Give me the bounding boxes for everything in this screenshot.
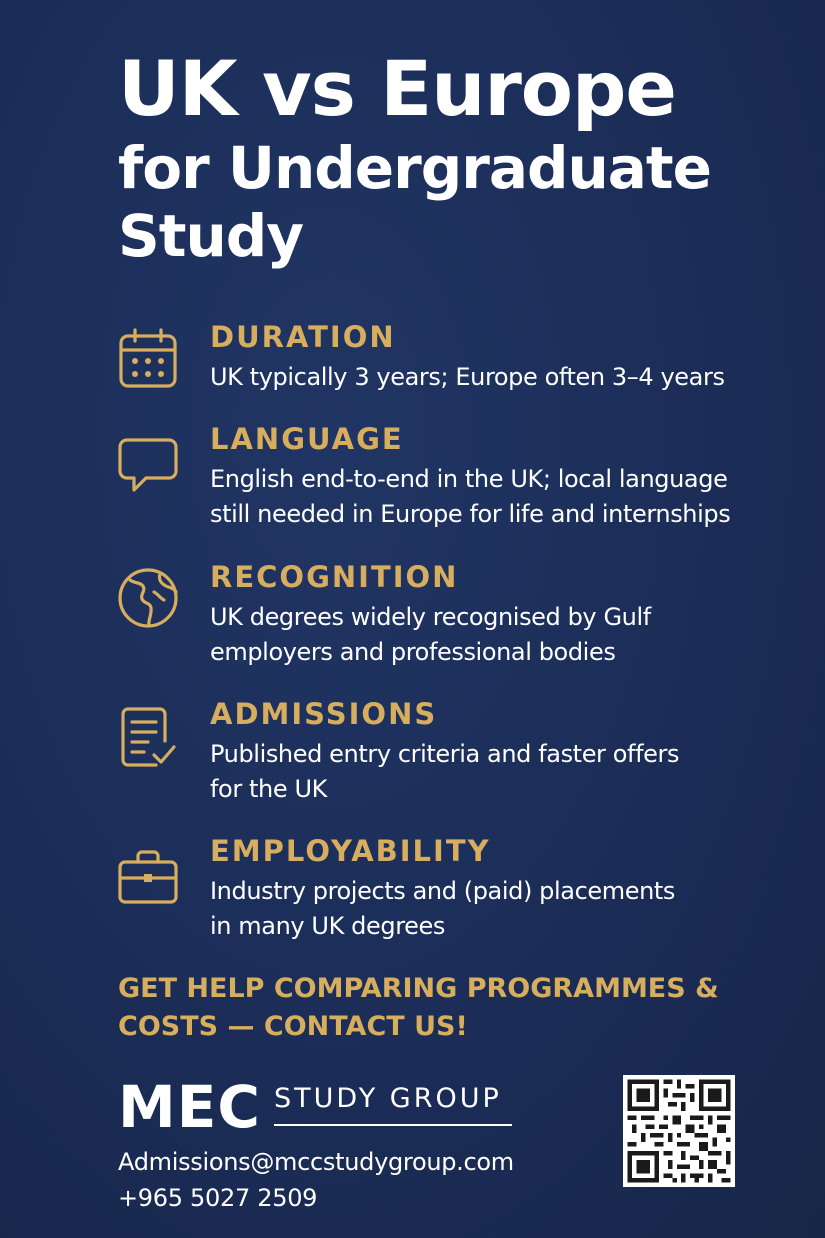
feature-description: UK typically 3 years; Europe often 3–4 years xyxy=(210,363,725,391)
logo-divider xyxy=(274,1124,512,1126)
logo-mec: MEC xyxy=(118,1073,261,1141)
feature-heading: DURATION xyxy=(210,320,396,354)
contact-email[interactable]: Admissions@mccstudygroup.com xyxy=(118,1148,514,1176)
page-title xyxy=(118,44,711,270)
globe-icon xyxy=(116,566,180,630)
title-line-3: Study xyxy=(118,202,304,270)
feature-heading: EMPLOYABILITY xyxy=(210,834,491,868)
feature-heading: LANGUAGE xyxy=(210,422,404,456)
qr-code-icon[interactable] xyxy=(623,1075,735,1187)
logo-subtitle: STUDY GROUP xyxy=(274,1083,502,1114)
speech-bubble-icon xyxy=(116,434,180,498)
feature-heading: ADMISSIONS xyxy=(210,697,438,731)
feature-description: Published entry criteria and faster offers for the UK xyxy=(210,740,680,803)
feature-heading: RECOGNITION xyxy=(210,560,459,594)
feature-description: UK degrees widely recognised by Gulf employers and professional bodies xyxy=(210,603,651,666)
document-check-icon xyxy=(116,705,180,769)
contact-call-to-action: GET HELP COMPARING PROGRAMMES & COSTS — CONTACT US! xyxy=(118,973,719,1042)
contact-phone[interactable]: +965 5027 2509 xyxy=(118,1184,318,1212)
calendar-icon xyxy=(116,326,180,390)
briefcase-icon xyxy=(116,846,180,910)
feature-description: English end-to-end in the UK; local language still needed in Europe for life and internships xyxy=(210,465,731,528)
feature-description: Industry projects and (paid) placements in many UK degrees xyxy=(210,877,675,940)
title-line-2: for Undergraduate xyxy=(118,134,711,202)
title-line-1: UK vs Europe xyxy=(118,44,676,133)
